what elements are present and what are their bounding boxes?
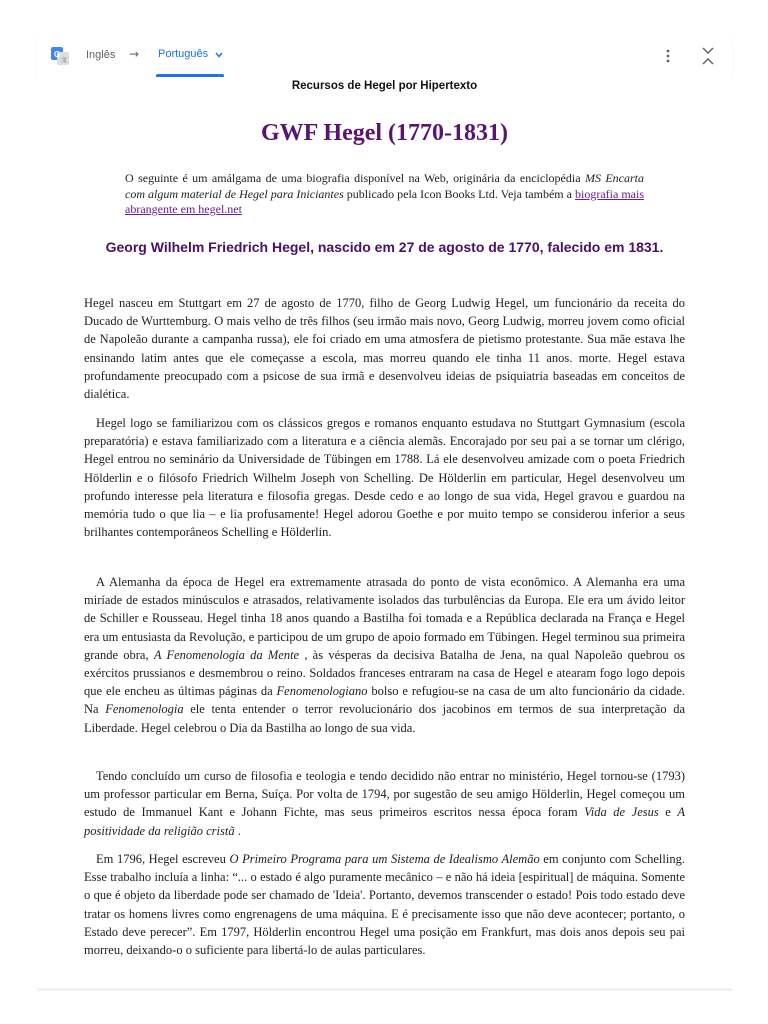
work-title-vida-de-jesus: Vida de Jesus xyxy=(584,805,659,820)
chevron-down-icon[interactable] xyxy=(215,52,223,58)
paragraph-4-part-c: . xyxy=(234,823,241,838)
google-translate-icon[interactable] xyxy=(51,47,69,65)
intro-text-2: publicado pela Icon Books Ltd. Veja também a xyxy=(343,186,575,201)
paragraph-3-part-a: A Alemanha da época de Hegel era extremamente atrasada do ponto de vista econômico. A Alemanha era uma miríade de estados minúsculos e atrasados, relativamente isolados das turbulências da Europa. Ele era um ávido leitor de Schiller e Rousseau. Hegel tinha 18 anos quando a Bastilha foi tomada e a República declarada na França e Hegel era um entusiasta da Revolução, e participou de um grupo de apoio formado em Tübingen. Hegel terminou sua primeira grande obra, xyxy=(84,575,685,662)
paragraph-4-part-b: e xyxy=(658,805,678,820)
work-title-positividade: A positividade da religião cristã xyxy=(84,805,685,838)
paragraph-4-part-a: Tendo concluído um curso de filosofia e teologia e tendo decidido não entrar no ministério, Hegel tornou-se (1793) um professor particular em Berna, Suíça. Por volta de 1794, por sugestão de seu amigo Hölderlin, Hegel começou um estudo de Immanuel Kant e Johann Fichte, mas seus primeiros escritos nessa época foram xyxy=(84,769,685,820)
paragraph-5-part-b: em conjunto com Schelling. Esse trabalho incluía a linha: “... o estado é algo puramente mecânico – e não há ideia [espiritual] de máquina. Somente o que é objeto da liberdade pode ser chamado de 'Ideia'. Portanto, devemos transcender o estado! Pois todo estado deve tratar os homens livres como engrenagens de uma máquina. E é precisamente isso que não deve acontecer; portanto, o Estado deve perecer”. Em 1797, Hölderlin encontrou Hegel uma posição em Frankfurt, mas dois anos depois seu pai morreu, deixando-o o suficiente para libertá-lo de aulas particulares. xyxy=(84,852,685,958)
work-title-primeiro-programa: O Primeiro Programa para um Sistema de Idealismo Alemão xyxy=(229,852,540,866)
section-heading: Georg Wilhelm Friedrich Hegel, nascido em 27 de agosto de 1770, falecido em 1831. xyxy=(105,239,664,255)
svg-text:文: 文 xyxy=(61,57,68,64)
intro-paragraph xyxy=(125,171,644,218)
intro-source-title: MS Encarta com algum material de Hegel para Iniciantes xyxy=(125,171,645,201)
paragraph-5 xyxy=(84,850,685,959)
page-title: GWF Hegel (1770-1831) xyxy=(260,120,509,146)
svg-text:G: G xyxy=(54,50,61,59)
paragraph-3-part-c: bolso e refugiou-se na casa de um alto funcionário da cidade. Na xyxy=(84,684,685,717)
arrow-right-icon: → xyxy=(129,47,140,61)
page-bottom-divider xyxy=(37,988,732,991)
target-language-active-indicator xyxy=(156,74,224,77)
paragraph-4 xyxy=(84,767,685,840)
intro-text-1: O seguinte é um amálgama de uma biografia disponível na Web, originária da enciclopédia xyxy=(125,171,585,185)
translate-toolbar xyxy=(37,38,732,79)
page-content xyxy=(37,78,732,988)
paragraph-3 xyxy=(84,573,685,737)
more-options-icon[interactable] xyxy=(662,48,674,64)
target-language-selector[interactable]: Português xyxy=(158,48,209,60)
work-title-fenomenologia: Fenomenologia xyxy=(105,702,184,717)
site-header: Recursos de Hegel por Hipertexto xyxy=(291,80,478,92)
biography-link[interactable]: biografia mais abrangente em hegel.net xyxy=(125,186,644,216)
paragraph-3-part-d: ele tenta entender o terror revolucionário dos jacobinos em termos de sua interpretação da Liberdade. Hegel celebrou o Dia da Bastilha ao longo de sua vida. xyxy=(84,702,685,735)
paragraph-5-part-a: Em 1796, Hegel escreveu xyxy=(96,852,230,866)
source-language[interactable]: Inglês xyxy=(86,49,116,61)
paragraph-2: Hegel logo se familiarizou com os clássicos gregos e romanos enquanto estudava no Stuttgart Gymnasium (escola preparatória) e estava familiarizado com a literatura e a ciência alemãs. Encorajado por seu pai a se tornar um clérigo, Hegel entrou no seminário da Universidade de Tübingen em 1788. Lá ele desenvolveu amizade com o poeta Friedrich Hölderlin e o filósofo Friedrich Wilhelm Joseph von Schelling. De Hölderlin em particular, Hegel desenvolveu um profundo interesse pela literatura e filosofia gregas. Desde cedo e ao longo de sua vida, Hegel gravou e guardou na memória tudo o que lia – e lia profusamente! Hegel adorou Goethe e por muito tempo se considerou inferior a seus brilhantes contemporâneos Schelling e Hölderlin. xyxy=(84,416,685,540)
paragraph-1: Hegel nasceu em Stuttgart em 27 de agosto de 1770, filho de Georg Ludwig Hegel, um funcionário da receita do Ducado de Wurttemburg. O mais velho de três filhos (seu irmão mais novo, Georg Ludwig, morreu jovem como oficial de Napoleão durante a campanha russa), ele foi criado em uma atmosfera de pietismo protestante. Sua mãe estava lhe ensinando latim antes que ele começasse a escola, mas morreu quando ele tinha 11 anos. morte. Hegel estava profundamente preocupado com a psicose de sua irmã e desenvolveu ideias de psiquiatria baseadas em conceitos de dialética. xyxy=(84,296,685,402)
work-title-fenomenologia-mente: A Fenomenologia da Mente xyxy=(153,647,300,662)
collapse-icon[interactable] xyxy=(701,46,715,66)
paragraph-3-part-b: , às vésperas da decisiva Batalha de Jena, na qual Napoleão quebrou os exércitos prussianos e desmembrou o reino. Soldados franceses entraram na casa de Hegel e atearam fogo logo depois que ele encheu as últimas páginas da xyxy=(84,647,685,699)
work-title-fenomenologiano: Fenomenologiano xyxy=(276,684,368,699)
